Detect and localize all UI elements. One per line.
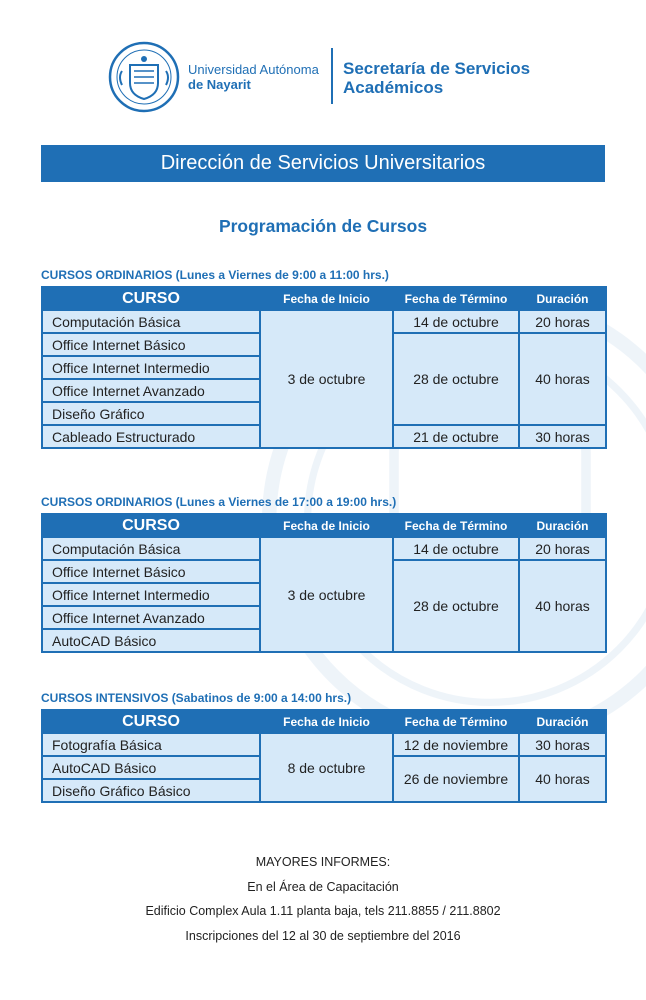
university-name-line2: de Nayarit	[188, 77, 251, 92]
duration: 20 horas	[519, 310, 606, 333]
table-header-row	[42, 287, 606, 310]
university-name-line1: Universidad Autónoma	[188, 62, 319, 77]
table-header-row	[42, 514, 606, 537]
course-name: Diseño Gráfico Básico	[42, 779, 260, 802]
col-end: Fecha de Término	[393, 287, 519, 310]
courses-table	[41, 286, 607, 449]
course-name: Fotografía Básica	[42, 733, 260, 756]
section-title: CURSOS ORDINARIOS (Lunes a Viernes de 17:00 a 19:00 hrs.)	[41, 495, 397, 509]
table-header-row	[42, 710, 606, 733]
section-title: CURSOS INTENSIVOS (Sabatinos de 9:00 a 14:00 hrs.)	[41, 691, 352, 705]
col-end: Fecha de Término	[393, 710, 519, 733]
duration: 40 horas	[519, 333, 606, 425]
end-date: 21 de octubre	[393, 425, 519, 448]
col-start: Fecha de Inicio	[260, 710, 393, 733]
col-course: CURSO	[42, 514, 260, 537]
university-name	[188, 62, 319, 92]
course-name: Computación Básica	[42, 537, 260, 560]
course-name: Office Internet Básico	[42, 333, 260, 356]
courses-table	[41, 709, 607, 803]
university-seal-icon	[108, 41, 180, 113]
course-name: Computación Básica	[42, 310, 260, 333]
header-divider	[331, 48, 333, 104]
end-date: 12 de noviembre	[393, 733, 519, 756]
secretaria-name-line2: Académicos	[343, 78, 444, 97]
section-title: CURSOS ORDINARIOS (Lunes a Viernes de 9:00 a 11:00 hrs.)	[41, 268, 389, 282]
footer-line: MAYORES INFORMES:	[255, 855, 391, 869]
course-name: Cableado Estructurado	[42, 425, 260, 448]
courses-table	[41, 513, 607, 653]
col-course: CURSO	[42, 287, 260, 310]
footer-line: Edificio Complex Aula 1.11 planta baja, tels 211.8855 / 211.8802	[145, 904, 501, 918]
col-end: Fecha de Término	[393, 514, 519, 537]
footer-line: En el Área de Capacitación	[247, 879, 399, 894]
course-name: Office Internet Avanzado	[42, 606, 260, 629]
start-date: 3 de octubre	[260, 310, 393, 448]
program-title: Programación de Cursos	[218, 216, 428, 236]
table-row	[42, 537, 606, 560]
col-duration: Duración	[519, 514, 606, 537]
end-date: 28 de octubre	[393, 333, 519, 425]
duration: 30 horas	[519, 425, 606, 448]
course-name: Office Internet Intermedio	[42, 356, 260, 379]
course-name: Office Internet Avanzado	[42, 379, 260, 402]
duration: 30 horas	[519, 733, 606, 756]
end-date: 28 de octubre	[393, 560, 519, 652]
table-row	[42, 310, 606, 333]
end-date: 26 de noviembre	[393, 756, 519, 802]
footer-info	[0, 850, 646, 948]
course-name: AutoCAD Básico	[42, 756, 260, 779]
col-duration: Duración	[519, 287, 606, 310]
col-course: CURSO	[42, 710, 260, 733]
col-duration: Duración	[519, 710, 606, 733]
table-row	[42, 733, 606, 756]
end-date: 14 de octubre	[393, 310, 519, 333]
direccion-banner: Dirección de Servicios Universitarios	[41, 145, 605, 182]
secretaria-name-line1: Secretaría de Servicios	[343, 59, 531, 78]
duration: 40 horas	[519, 756, 606, 802]
footer-line: Inscripciones del 12 al 30 de septiembre del 2016	[185, 928, 461, 943]
col-start: Fecha de Inicio	[260, 287, 393, 310]
secretaria-name	[343, 59, 530, 97]
end-date: 14 de octubre	[393, 537, 519, 560]
header	[0, 0, 646, 125]
course-name: Diseño Gráfico	[42, 402, 260, 425]
duration: 20 horas	[519, 537, 606, 560]
duration: 40 horas	[519, 560, 606, 652]
col-start: Fecha de Inicio	[260, 514, 393, 537]
course-name: Office Internet Intermedio	[42, 583, 260, 606]
course-name: Office Internet Básico	[42, 560, 260, 583]
start-date: 3 de octubre	[260, 537, 393, 652]
course-name: AutoCAD Básico	[42, 629, 260, 652]
start-date: 8 de octubre	[260, 733, 393, 802]
